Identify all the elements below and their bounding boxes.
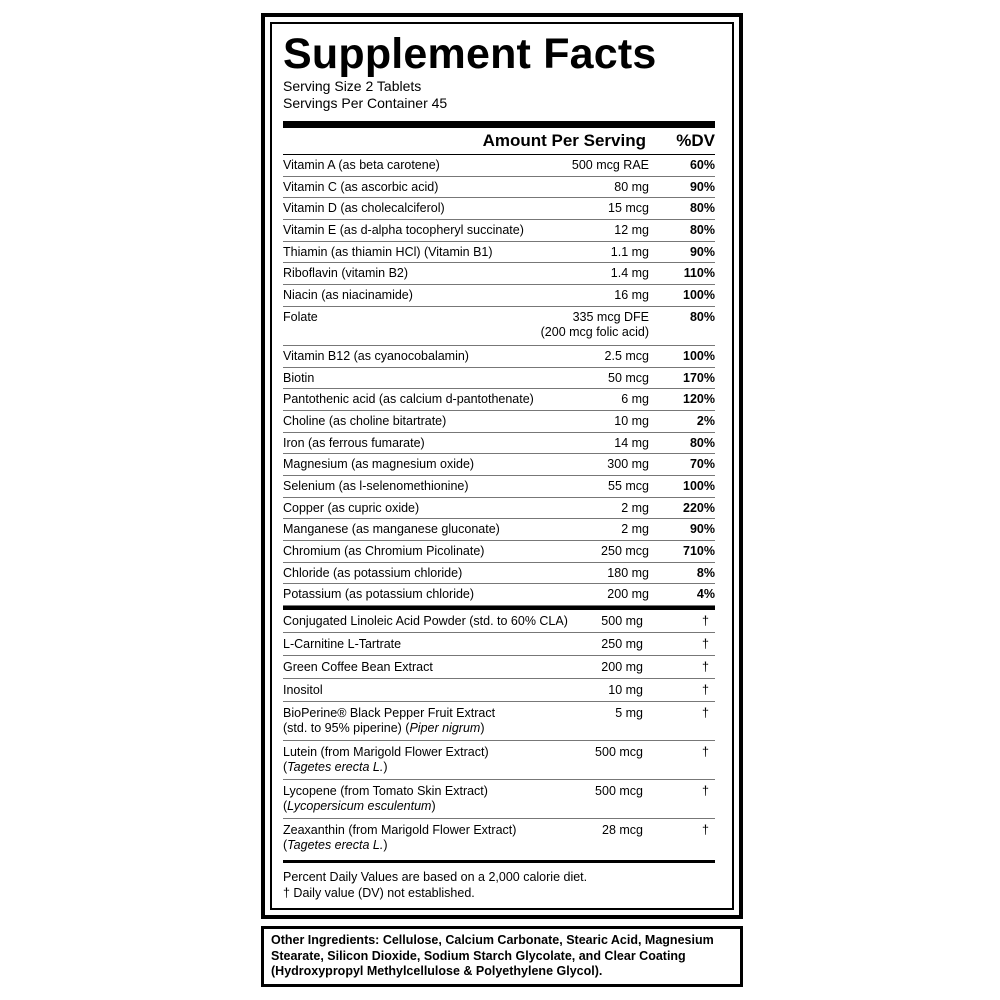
column-header — [283, 128, 715, 155]
ingredient-scientific-name: Piper nigrum — [409, 721, 481, 736]
ingredient-source — [283, 799, 583, 814]
ingredient-dv-dagger: † — [702, 745, 709, 760]
nutrient-name: Niacin (as niacinamide) — [283, 288, 413, 303]
nutrient-row — [283, 198, 715, 220]
nutrient-name: Vitamin C (as ascorbic acid) — [283, 179, 439, 194]
nutrient-name: Choline (as choline bitartrate) — [283, 413, 447, 428]
ingredient-name-line: BioPerine® Black Pepper Fruit Extract — [283, 706, 496, 721]
nutrient-amount — [621, 501, 659, 516]
nutrient-amount — [614, 180, 659, 195]
ingredient-name — [283, 660, 583, 675]
nutrient-row — [283, 177, 715, 199]
nutrient-amount — [621, 522, 659, 537]
nutrient-name: Riboflavin (vitamin B2) — [283, 266, 409, 281]
nutrient-row — [283, 155, 715, 177]
nutrient-amount-value: 250 mcg — [601, 544, 649, 558]
ingredient-name — [283, 784, 583, 814]
nutrient-name: Iron (as ferrous fumarate) — [283, 435, 425, 450]
ingredient-name — [283, 745, 583, 775]
ingredient-amount: 250 mg — [601, 637, 643, 652]
ingredient-dv-dagger: † — [702, 784, 709, 799]
vitamin-list — [283, 155, 715, 606]
nutrient-name: Vitamin A (as beta carotene) — [283, 158, 440, 172]
ingredient-dv-dagger: † — [702, 660, 709, 675]
nutrient-dv: 80% — [689, 309, 715, 324]
nutrient-row — [283, 454, 715, 476]
nutrient-row — [283, 411, 715, 433]
ingredient-amount: 200 mg — [601, 660, 643, 675]
ingredient-name-line: Lutein (from Marigold Flower Extract) — [283, 745, 489, 760]
nutrient-name: Vitamin D (as cholecalciferol) — [283, 201, 445, 216]
ingredient-name-line: Conjugated Linoleic Acid Powder (std. to 60% CLA) — [283, 614, 568, 629]
ingredient-source-prefix: ( — [283, 838, 288, 853]
nutrient-amount-value: 12 mg — [614, 223, 649, 238]
other-ingredients-text: Other Ingredients: Cellulose, Calcium Carbonate, Stearic Acid, Magnesium Stearate, Silicon Dioxide, Sodium Starch Glycolate, and Clear Coating (Hydroxypropyl Methylcellulose & Polyethylene Glycol). — [271, 933, 714, 978]
panel-title: Supplement Facts — [283, 30, 657, 78]
ingredient-amount: 500 mcg — [595, 784, 643, 799]
nutrient-name: Chloride (as potassium chloride) — [283, 565, 463, 580]
nutrient-name: Copper (as cupric oxide) — [283, 500, 420, 515]
nutrient-dv: 70% — [689, 457, 715, 472]
ingredient-name-line: L-Carnitine L-Tartrate — [283, 637, 402, 652]
ingredient-name — [283, 637, 583, 652]
nutrient-name: Pantothenic acid (as calcium d-pantothenate) — [283, 392, 534, 407]
ingredient-source-prefix: ( — [283, 760, 288, 775]
ingredient-scientific-name: Tagetes erecta L. — [287, 760, 384, 775]
ingredient-source-suffix: ) — [383, 838, 388, 853]
nutrient-row — [283, 519, 715, 541]
ingredient-scientific-name: Tagetes erecta L. — [287, 838, 384, 853]
ingredient-amount: 500 mg — [601, 614, 643, 629]
nutrient-amount-value: 2.5 mcg — [604, 348, 649, 363]
nutrient-amount-value: 80 mg — [614, 179, 649, 194]
nutrient-amount-value: 180 mg — [607, 565, 649, 580]
nutrient-row — [283, 584, 715, 606]
nutrient-row — [283, 307, 715, 346]
nutrient-row — [283, 563, 715, 585]
nutrient-dv: 100% — [683, 288, 715, 303]
nutrient-dv: 90% — [689, 179, 715, 194]
ingredient-source-suffix: ) — [383, 760, 388, 775]
ingredient-source-prefix: (std. to 95% piperine) ( — [283, 721, 410, 736]
nutrient-amount-value: 10 mg — [614, 413, 649, 428]
nutrient-amount — [614, 436, 659, 451]
nutrient-dv: 100% — [683, 478, 715, 493]
nutrient-amount-value: 2 mg — [621, 522, 649, 537]
nutrient-name: Magnesium (as magnesium oxide) — [283, 457, 475, 472]
nutrient-dv: 100% — [683, 348, 715, 363]
nutrient-row — [283, 368, 715, 390]
ingredient-amount: 500 mcg — [595, 745, 643, 760]
nutrient-amount — [607, 566, 659, 581]
nutrient-row — [283, 433, 715, 455]
nutrient-amount — [614, 223, 659, 238]
nutrient-row — [283, 285, 715, 307]
nutrient-amount-value: 55 mcg — [608, 478, 649, 493]
nutrient-amount-value: 50 mcg — [608, 370, 649, 385]
footnote-line-2: † Daily value (DV) not established. — [283, 886, 475, 901]
ingredient-name — [283, 823, 583, 853]
ingredient-row — [283, 780, 715, 819]
footnote — [283, 863, 715, 901]
nutrient-row — [283, 220, 715, 242]
nutrient-amount-value: 1.4 mg — [610, 266, 649, 281]
ingredient-row — [283, 679, 715, 702]
other-ingredients-box — [261, 926, 743, 987]
nutrient-row — [283, 242, 715, 264]
nutrient-amount — [608, 201, 659, 216]
nutrient-dv: 80% — [689, 435, 715, 450]
ingredient-amount: 28 mcg — [602, 823, 643, 838]
nutrient-amount-value: 2 mg — [621, 500, 649, 515]
nutrient-amount — [608, 479, 659, 494]
ingredient-dv-dagger: † — [702, 706, 709, 721]
ingredient-row — [283, 633, 715, 656]
ingredient-name-line: Lycopene (from Tomato Skin Extract) — [283, 784, 488, 799]
nutrient-row — [283, 346, 715, 368]
facts-content — [283, 31, 715, 901]
nutrient-amount-value: 15 mcg — [608, 201, 649, 216]
nutrient-dv: 90% — [689, 244, 715, 259]
nutrient-amount — [621, 392, 659, 407]
nutrient-amount — [614, 414, 659, 429]
ingredient-source — [283, 721, 583, 736]
nutrient-amount-value: 300 mg — [607, 457, 649, 472]
nutrient-row — [283, 476, 715, 498]
ingredient-source — [283, 760, 583, 775]
nutrient-amount-value: 14 mg — [614, 435, 649, 450]
divider-thick — [283, 121, 715, 128]
nutrient-name: Potassium (as potassium chloride) — [283, 587, 475, 602]
nutrient-amount-note: (200 mcg folic acid) — [540, 324, 649, 339]
nutrient-dv: 60% — [689, 158, 715, 172]
nutrient-dv: 80% — [689, 223, 715, 238]
nutrient-row — [283, 389, 715, 411]
nutrient-amount — [611, 245, 659, 260]
ingredient-name-line: Zeaxanthin (from Marigold Flower Extract) — [283, 823, 517, 838]
ingredient-row — [283, 656, 715, 679]
nutrient-dv: 220% — [683, 500, 715, 515]
nutrient-amount-value: 16 mg — [614, 288, 649, 303]
ingredient-amount: 10 mg — [608, 683, 643, 698]
ingredient-dv-dagger: † — [702, 683, 709, 698]
nutrient-name: Vitamin B12 (as cyanocobalamin) — [283, 348, 469, 363]
nutrient-dv: 170% — [683, 370, 715, 385]
ingredient-amount: 5 mg — [615, 706, 643, 721]
ingredient-dv-dagger: † — [702, 823, 709, 838]
nutrient-dv: 8% — [696, 565, 715, 580]
nutrient-row — [283, 263, 715, 285]
ingredient-name-line: Green Coffee Bean Extract — [283, 660, 433, 675]
ingredient-row — [283, 819, 715, 858]
ingredient-name — [283, 706, 583, 736]
ingredient-name — [283, 614, 583, 629]
nutrient-name: Vitamin E (as d-alpha tocopheryl succinate) — [283, 223, 524, 238]
nutrient-amount-value: 335 mcg DFE — [572, 309, 649, 324]
ingredient-scientific-name: Lycopersicum esculentum — [287, 799, 432, 814]
other-ingredient-list — [283, 610, 715, 858]
dv-header: %DV — [676, 131, 715, 150]
nutrient-dv: 710% — [683, 544, 715, 558]
ingredient-row — [283, 610, 715, 633]
nutrient-name: Chromium (as Chromium Picolinate) — [283, 544, 485, 558]
nutrient-dv: 80% — [689, 201, 715, 216]
ingredient-name — [283, 683, 583, 698]
ingredient-row — [283, 702, 715, 741]
footnote-line-1: Percent Daily Values are based on a 2,000 calorie diet. — [283, 870, 588, 885]
nutrient-name: Selenium (as l-selenomethionine) — [283, 478, 469, 493]
nutrient-amount — [607, 587, 659, 602]
nutrient-dv: 2% — [696, 413, 715, 428]
ingredient-dv-dagger: † — [702, 614, 709, 629]
servings-per-container: Servings Per Container 45 — [283, 95, 448, 111]
nutrient-name: Folate — [283, 309, 318, 324]
nutrient-amount-value: 1.1 mg — [610, 244, 649, 259]
amount-per-serving-header: Amount Per Serving — [482, 131, 646, 150]
nutrient-row — [283, 498, 715, 520]
ingredient-source — [283, 838, 583, 853]
nutrient-amount — [608, 371, 659, 386]
nutrient-amount — [605, 349, 659, 364]
ingredient-source-suffix: ) — [431, 799, 436, 814]
ingredient-source-prefix: ( — [283, 799, 288, 814]
ingredient-name-line: Inositol — [283, 683, 323, 698]
nutrient-name: Manganese (as manganese gluconate) — [283, 522, 500, 537]
ingredient-source-suffix: ) — [480, 721, 485, 736]
nutrient-dv: 4% — [696, 587, 715, 602]
nutrient-dv: 120% — [683, 392, 715, 407]
ingredient-row — [283, 741, 715, 780]
nutrient-dv: 90% — [689, 522, 715, 537]
nutrient-amount-value: 500 mcg RAE — [571, 158, 649, 172]
nutrient-name: Biotin — [283, 370, 315, 385]
nutrient-amount — [614, 288, 659, 303]
nutrient-amount — [607, 457, 659, 472]
nutrient-amount — [601, 544, 659, 559]
nutrient-amount — [611, 266, 659, 281]
ingredient-dv-dagger: † — [702, 637, 709, 652]
nutrient-row — [283, 541, 715, 563]
nutrient-name: Thiamin (as thiamin HCl) (Vitamin B1) — [283, 244, 493, 259]
nutrient-amount-value: 200 mg — [607, 587, 649, 602]
serving-size: Serving Size 2 Tablets — [283, 78, 422, 94]
nutrient-dv: 110% — [683, 266, 715, 281]
nutrient-amount — [541, 310, 659, 340]
nutrient-amount — [572, 158, 659, 173]
supplement-facts-panel — [261, 13, 743, 919]
nutrient-amount-value: 6 mg — [621, 392, 649, 407]
